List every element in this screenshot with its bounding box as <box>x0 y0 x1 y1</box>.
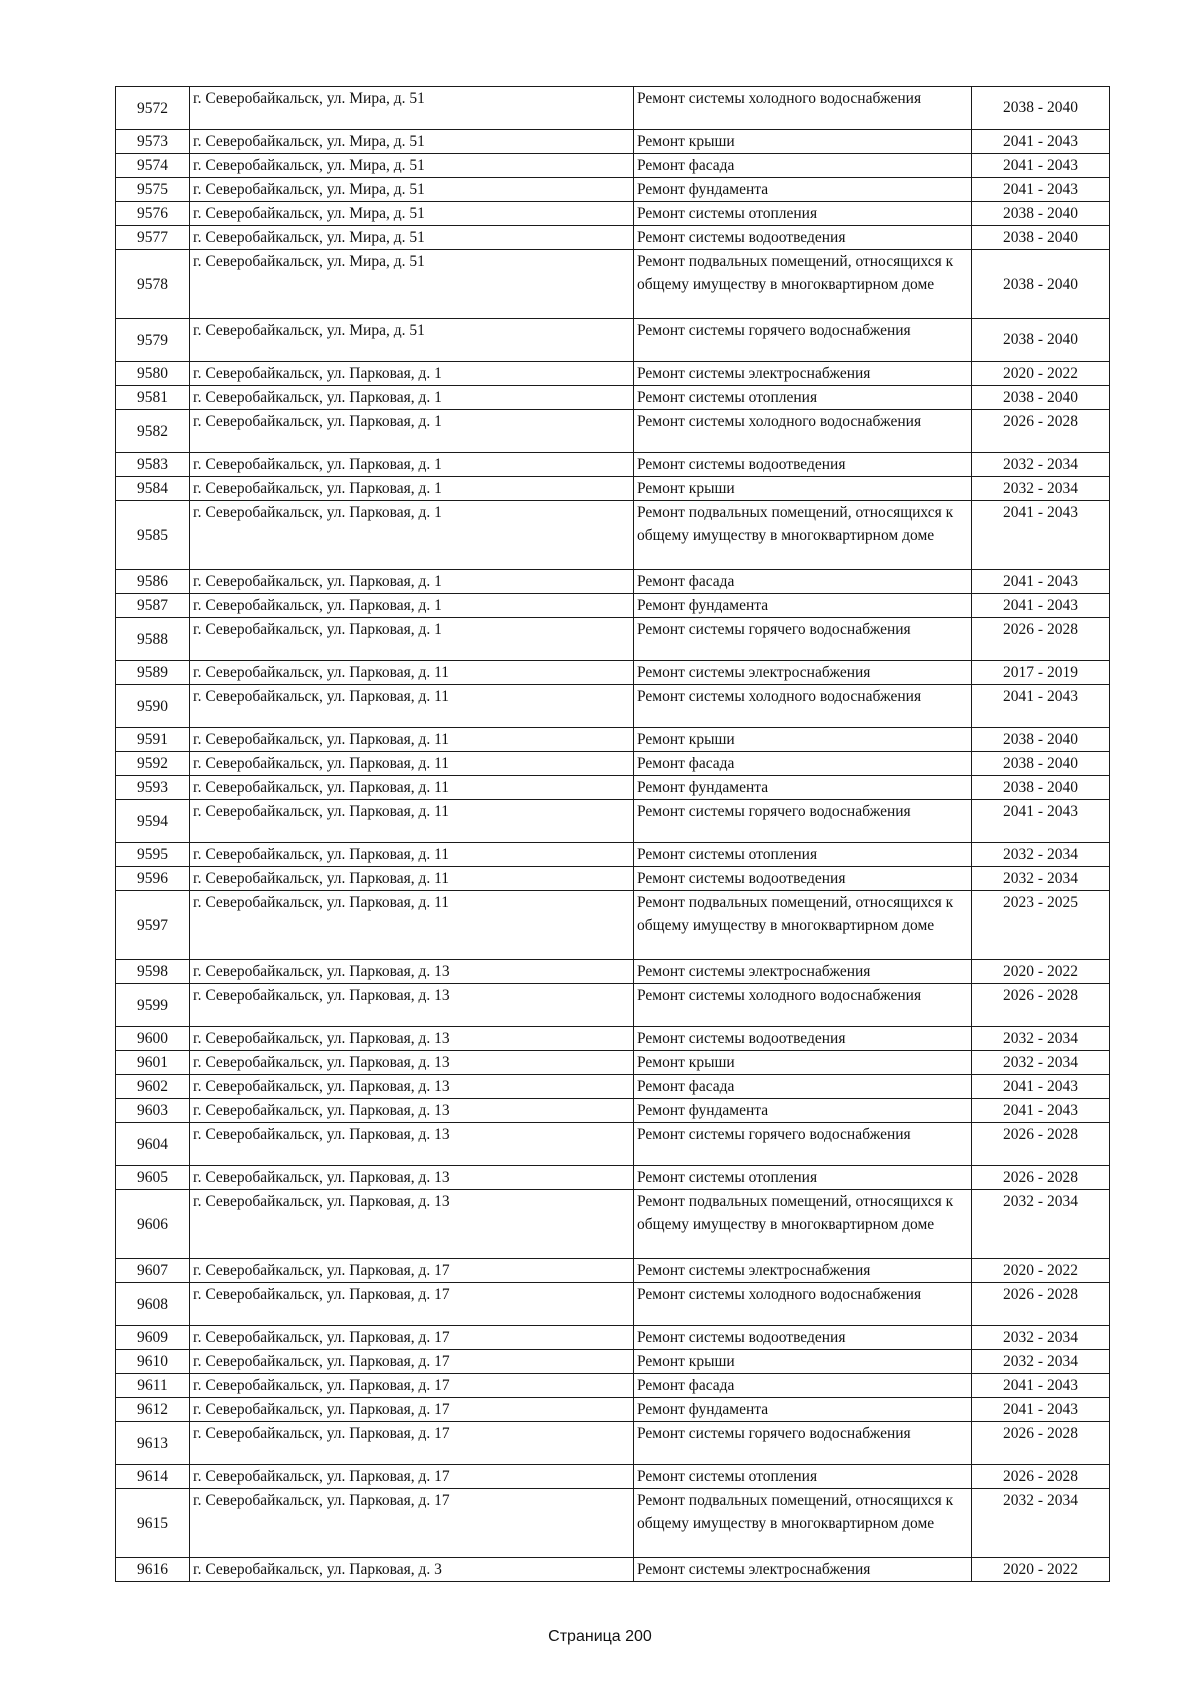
row-number: 9579 <box>116 319 190 362</box>
table-row <box>116 570 1110 594</box>
row-number: 9612 <box>116 1398 190 1422</box>
page-number: Страница 200 <box>548 1628 652 1645</box>
table-row <box>116 178 1110 202</box>
row-period: 2041 - 2043 <box>972 570 1110 594</box>
row-address: г. Северобайкальск, ул. Мира, д. 51 <box>190 226 634 250</box>
row-address: г. Северобайкальск, ул. Парковая, д. 11 <box>190 728 634 752</box>
row-work-type: Ремонт системы горячего водоснабжения <box>634 319 972 362</box>
row-period: 2032 - 2034 <box>972 1350 1110 1374</box>
table-row <box>116 453 1110 477</box>
row-work-type: Ремонт системы холодного водоснабжения <box>634 410 972 453</box>
row-number: 9597 <box>116 891 190 960</box>
table-row <box>116 362 1110 386</box>
row-work-type: Ремонт фундамента <box>634 776 972 800</box>
row-period: 2032 - 2034 <box>972 1027 1110 1051</box>
row-number: 9609 <box>116 1326 190 1350</box>
table-row <box>116 594 1110 618</box>
row-address: г. Северобайкальск, ул. Парковая, д. 1 <box>190 570 634 594</box>
row-period: 2032 - 2034 <box>972 1326 1110 1350</box>
row-work-type: Ремонт системы горячего водоснабжения <box>634 1123 972 1166</box>
row-number: 9592 <box>116 752 190 776</box>
row-address: г. Северобайкальск, ул. Парковая, д. 1 <box>190 618 634 661</box>
row-work-type: Ремонт фундамента <box>634 178 972 202</box>
row-address: г. Северобайкальск, ул. Мира, д. 51 <box>190 154 634 178</box>
row-address: г. Северобайкальск, ул. Парковая, д. 1 <box>190 501 634 570</box>
row-address: г. Северобайкальск, ул. Парковая, д. 1 <box>190 410 634 453</box>
table-row <box>116 1190 1110 1259</box>
repair-schedule-table <box>115 86 1110 1582</box>
table-row <box>116 843 1110 867</box>
row-period: 2026 - 2028 <box>972 1166 1110 1190</box>
row-period: 2032 - 2034 <box>972 1489 1110 1558</box>
row-number: 9585 <box>116 501 190 570</box>
row-address: г. Северобайкальск, ул. Парковая, д. 17 <box>190 1489 634 1558</box>
row-work-type: Ремонт фундамента <box>634 1398 972 1422</box>
row-work-type: Ремонт фасада <box>634 752 972 776</box>
table-row <box>116 202 1110 226</box>
row-address: г. Северобайкальск, ул. Парковая, д. 17 <box>190 1326 634 1350</box>
table-row <box>116 1326 1110 1350</box>
table-row <box>116 1051 1110 1075</box>
table-row <box>116 154 1110 178</box>
row-work-type: Ремонт фасада <box>634 1374 972 1398</box>
row-address: г. Северобайкальск, ул. Парковая, д. 11 <box>190 891 634 960</box>
row-address: г. Северобайкальск, ул. Мира, д. 51 <box>190 319 634 362</box>
row-address: г. Северобайкальск, ул. Парковая, д. 13 <box>190 984 634 1027</box>
row-number: 9589 <box>116 661 190 685</box>
table-row <box>116 1489 1110 1558</box>
row-work-type: Ремонт системы водоотведения <box>634 1326 972 1350</box>
row-address: г. Северобайкальск, ул. Мира, д. 51 <box>190 178 634 202</box>
row-period: 2041 - 2043 <box>972 130 1110 154</box>
table-row <box>116 984 1110 1027</box>
row-address: г. Северобайкальск, ул. Парковая, д. 1 <box>190 477 634 501</box>
row-period: 2038 - 2040 <box>972 202 1110 226</box>
row-address: г. Северобайкальск, ул. Парковая, д. 1 <box>190 594 634 618</box>
table-row <box>116 776 1110 800</box>
row-number: 9578 <box>116 250 190 319</box>
row-number: 9574 <box>116 154 190 178</box>
table-row <box>116 1422 1110 1465</box>
table-row <box>116 1075 1110 1099</box>
row-period: 2020 - 2022 <box>972 362 1110 386</box>
row-period: 2041 - 2043 <box>972 800 1110 843</box>
row-number: 9572 <box>116 87 190 130</box>
row-number: 9580 <box>116 362 190 386</box>
row-period: 2038 - 2040 <box>972 752 1110 776</box>
row-address: г. Северобайкальск, ул. Мира, д. 51 <box>190 202 634 226</box>
row-work-type: Ремонт системы электроснабжения <box>634 1558 972 1582</box>
row-period: 2026 - 2028 <box>972 618 1110 661</box>
row-work-type: Ремонт системы водоотведения <box>634 226 972 250</box>
row-period: 2032 - 2034 <box>972 867 1110 891</box>
row-number: 9590 <box>116 685 190 728</box>
row-address: г. Северобайкальск, ул. Парковая, д. 13 <box>190 1027 634 1051</box>
table-row <box>116 410 1110 453</box>
table-row <box>116 618 1110 661</box>
row-address: г. Северобайкальск, ул. Парковая, д. 11 <box>190 776 634 800</box>
row-work-type: Ремонт фасада <box>634 1075 972 1099</box>
row-work-type: Ремонт системы электроснабжения <box>634 362 972 386</box>
row-work-type: Ремонт системы водоотведения <box>634 1027 972 1051</box>
row-address: г. Северобайкальск, ул. Парковая, д. 13 <box>190 1075 634 1099</box>
row-number: 9614 <box>116 1465 190 1489</box>
row-period: 2041 - 2043 <box>972 178 1110 202</box>
row-work-type: Ремонт системы водоотведения <box>634 867 972 891</box>
row-period: 2041 - 2043 <box>972 154 1110 178</box>
row-work-type: Ремонт системы отопления <box>634 1166 972 1190</box>
table-row <box>116 477 1110 501</box>
row-number: 9577 <box>116 226 190 250</box>
row-number: 9601 <box>116 1051 190 1075</box>
row-period: 2038 - 2040 <box>972 319 1110 362</box>
table-row <box>116 1099 1110 1123</box>
row-work-type: Ремонт подвальных помещений, относящихся к общему имуществу в многоквартирном доме <box>634 250 972 319</box>
row-period: 2020 - 2022 <box>972 1558 1110 1582</box>
table-body <box>116 87 1110 1582</box>
row-period: 2020 - 2022 <box>972 1259 1110 1283</box>
row-period: 2023 - 2025 <box>972 891 1110 960</box>
row-work-type: Ремонт системы горячего водоснабжения <box>634 618 972 661</box>
row-work-type: Ремонт системы холодного водоснабжения <box>634 1283 972 1326</box>
row-number: 9613 <box>116 1422 190 1465</box>
row-work-type: Ремонт системы холодного водоснабжения <box>634 87 972 130</box>
table-row <box>116 226 1110 250</box>
row-number: 9591 <box>116 728 190 752</box>
table-row <box>116 728 1110 752</box>
row-number: 9610 <box>116 1350 190 1374</box>
row-period: 2026 - 2028 <box>972 410 1110 453</box>
row-period: 2041 - 2043 <box>972 1398 1110 1422</box>
table-row <box>116 501 1110 570</box>
row-address: г. Северобайкальск, ул. Парковая, д. 11 <box>190 800 634 843</box>
row-number: 9588 <box>116 618 190 661</box>
row-work-type: Ремонт подвальных помещений, относящихся к общему имуществу в многоквартирном доме <box>634 1489 972 1558</box>
row-address: г. Северобайкальск, ул. Парковая, д. 13 <box>190 960 634 984</box>
table-row <box>116 685 1110 728</box>
row-number: 9604 <box>116 1123 190 1166</box>
row-number: 9587 <box>116 594 190 618</box>
row-number: 9594 <box>116 800 190 843</box>
row-number: 9595 <box>116 843 190 867</box>
row-address: г. Северобайкальск, ул. Мира, д. 51 <box>190 130 634 154</box>
row-number: 9583 <box>116 453 190 477</box>
table-row <box>116 1350 1110 1374</box>
table-row <box>116 661 1110 685</box>
row-period: 2032 - 2034 <box>972 453 1110 477</box>
row-address: г. Северобайкальск, ул. Парковая, д. 17 <box>190 1374 634 1398</box>
row-address: г. Северобайкальск, ул. Парковая, д. 11 <box>190 685 634 728</box>
row-period: 2038 - 2040 <box>972 226 1110 250</box>
table-row <box>116 891 1110 960</box>
row-address: г. Северобайкальск, ул. Парковая, д. 1 <box>190 386 634 410</box>
row-period: 2041 - 2043 <box>972 1374 1110 1398</box>
row-period: 2041 - 2043 <box>972 1075 1110 1099</box>
row-number: 9616 <box>116 1558 190 1582</box>
row-number: 9602 <box>116 1075 190 1099</box>
row-work-type: Ремонт крыши <box>634 1051 972 1075</box>
table-row <box>116 1558 1110 1582</box>
row-address: г. Северобайкальск, ул. Парковая, д. 13 <box>190 1123 634 1166</box>
row-work-type: Ремонт подвальных помещений, относящихся к общему имуществу в многоквартирном доме <box>634 891 972 960</box>
row-number: 9607 <box>116 1259 190 1283</box>
table-row <box>116 1259 1110 1283</box>
row-address: г. Северобайкальск, ул. Парковая, д. 11 <box>190 843 634 867</box>
row-number: 9615 <box>116 1489 190 1558</box>
row-address: г. Северобайкальск, ул. Парковая, д. 17 <box>190 1283 634 1326</box>
row-number: 9586 <box>116 570 190 594</box>
row-period: 2032 - 2034 <box>972 1051 1110 1075</box>
row-period: 2038 - 2040 <box>972 728 1110 752</box>
row-address: г. Северобайкальск, ул. Парковая, д. 17 <box>190 1422 634 1465</box>
row-period: 2041 - 2043 <box>972 501 1110 570</box>
row-work-type: Ремонт системы электроснабжения <box>634 661 972 685</box>
row-work-type: Ремонт фундамента <box>634 1099 972 1123</box>
table-row <box>116 1374 1110 1398</box>
row-address: г. Северобайкальск, ул. Парковая, д. 11 <box>190 661 634 685</box>
row-period: 2041 - 2043 <box>972 685 1110 728</box>
table-row <box>116 1465 1110 1489</box>
row-period: 2041 - 2043 <box>972 594 1110 618</box>
row-period: 2038 - 2040 <box>972 250 1110 319</box>
row-work-type: Ремонт крыши <box>634 477 972 501</box>
row-number: 9596 <box>116 867 190 891</box>
row-address: г. Северобайкальск, ул. Парковая, д. 1 <box>190 362 634 386</box>
row-work-type: Ремонт системы водоотведения <box>634 453 972 477</box>
row-period: 2026 - 2028 <box>972 984 1110 1027</box>
row-period: 2038 - 2040 <box>972 776 1110 800</box>
table-row <box>116 1283 1110 1326</box>
row-work-type: Ремонт крыши <box>634 728 972 752</box>
row-work-type: Ремонт системы горячего водоснабжения <box>634 1422 972 1465</box>
row-number: 9598 <box>116 960 190 984</box>
table-row <box>116 1123 1110 1166</box>
row-work-type: Ремонт крыши <box>634 130 972 154</box>
table-row <box>116 87 1110 130</box>
row-address: г. Северобайкальск, ул. Парковая, д. 3 <box>190 1558 634 1582</box>
row-number: 9611 <box>116 1374 190 1398</box>
row-period: 2032 - 2034 <box>972 843 1110 867</box>
row-work-type: Ремонт системы холодного водоснабжения <box>634 685 972 728</box>
row-address: г. Северобайкальск, ул. Парковая, д. 13 <box>190 1166 634 1190</box>
table-row <box>116 1166 1110 1190</box>
table-row <box>116 386 1110 410</box>
row-period: 2026 - 2028 <box>972 1465 1110 1489</box>
row-number: 9573 <box>116 130 190 154</box>
table-row <box>116 250 1110 319</box>
row-number: 9582 <box>116 410 190 453</box>
table-row <box>116 960 1110 984</box>
row-number: 9599 <box>116 984 190 1027</box>
row-address: г. Северобайкальск, ул. Парковая, д. 11 <box>190 752 634 776</box>
table-row <box>116 752 1110 776</box>
row-address: г. Северобайкальск, ул. Парковая, д. 11 <box>190 867 634 891</box>
row-number: 9593 <box>116 776 190 800</box>
table-row <box>116 867 1110 891</box>
row-work-type: Ремонт подвальных помещений, относящихся к общему имуществу в многоквартирном доме <box>634 1190 972 1259</box>
row-work-type: Ремонт крыши <box>634 1350 972 1374</box>
row-period: 2032 - 2034 <box>972 1190 1110 1259</box>
row-number: 9575 <box>116 178 190 202</box>
row-work-type: Ремонт фасада <box>634 570 972 594</box>
row-period: 2026 - 2028 <box>972 1283 1110 1326</box>
row-period: 2017 - 2019 <box>972 661 1110 685</box>
row-period: 2038 - 2040 <box>972 386 1110 410</box>
row-address: г. Северобайкальск, ул. Парковая, д. 13 <box>190 1051 634 1075</box>
row-address: г. Северобайкальск, ул. Парковая, д. 13 <box>190 1190 634 1259</box>
row-address: г. Северобайкальск, ул. Парковая, д. 17 <box>190 1350 634 1374</box>
row-address: г. Северобайкальск, ул. Парковая, д. 13 <box>190 1099 634 1123</box>
row-number: 9584 <box>116 477 190 501</box>
table-row <box>116 1398 1110 1422</box>
row-work-type: Ремонт фасада <box>634 154 972 178</box>
row-number: 9581 <box>116 386 190 410</box>
row-work-type: Ремонт системы отопления <box>634 386 972 410</box>
table-row <box>116 1027 1110 1051</box>
table-row <box>116 319 1110 362</box>
row-address: г. Северобайкальск, ул. Парковая, д. 1 <box>190 453 634 477</box>
table-row <box>116 130 1110 154</box>
row-address: г. Северобайкальск, ул. Парковая, д. 17 <box>190 1465 634 1489</box>
row-period: 2032 - 2034 <box>972 477 1110 501</box>
row-address: г. Северобайкальск, ул. Мира, д. 51 <box>190 87 634 130</box>
row-number: 9606 <box>116 1190 190 1259</box>
row-work-type: Ремонт системы холодного водоснабжения <box>634 984 972 1027</box>
row-work-type: Ремонт системы отопления <box>634 202 972 226</box>
row-work-type: Ремонт фундамента <box>634 594 972 618</box>
row-work-type: Ремонт системы электроснабжения <box>634 960 972 984</box>
row-work-type: Ремонт системы электроснабжения <box>634 1259 972 1283</box>
row-period: 2020 - 2022 <box>972 960 1110 984</box>
row-address: г. Северобайкальск, ул. Парковая, д. 17 <box>190 1398 634 1422</box>
row-period: 2041 - 2043 <box>972 1099 1110 1123</box>
row-period: 2026 - 2028 <box>972 1422 1110 1465</box>
row-number: 9603 <box>116 1099 190 1123</box>
row-period: 2026 - 2028 <box>972 1123 1110 1166</box>
row-number: 9608 <box>116 1283 190 1326</box>
row-period: 2038 - 2040 <box>972 87 1110 130</box>
row-work-type: Ремонт системы горячего водоснабжения <box>634 800 972 843</box>
row-work-type: Ремонт подвальных помещений, относящихся к общему имуществу в многоквартирном доме <box>634 501 972 570</box>
row-address: г. Северобайкальск, ул. Мира, д. 51 <box>190 250 634 319</box>
row-number: 9600 <box>116 1027 190 1051</box>
row-work-type: Ремонт системы отопления <box>634 843 972 867</box>
row-address: г. Северобайкальск, ул. Парковая, д. 17 <box>190 1259 634 1283</box>
table-row <box>116 800 1110 843</box>
row-number: 9605 <box>116 1166 190 1190</box>
row-work-type: Ремонт системы отопления <box>634 1465 972 1489</box>
row-number: 9576 <box>116 202 190 226</box>
